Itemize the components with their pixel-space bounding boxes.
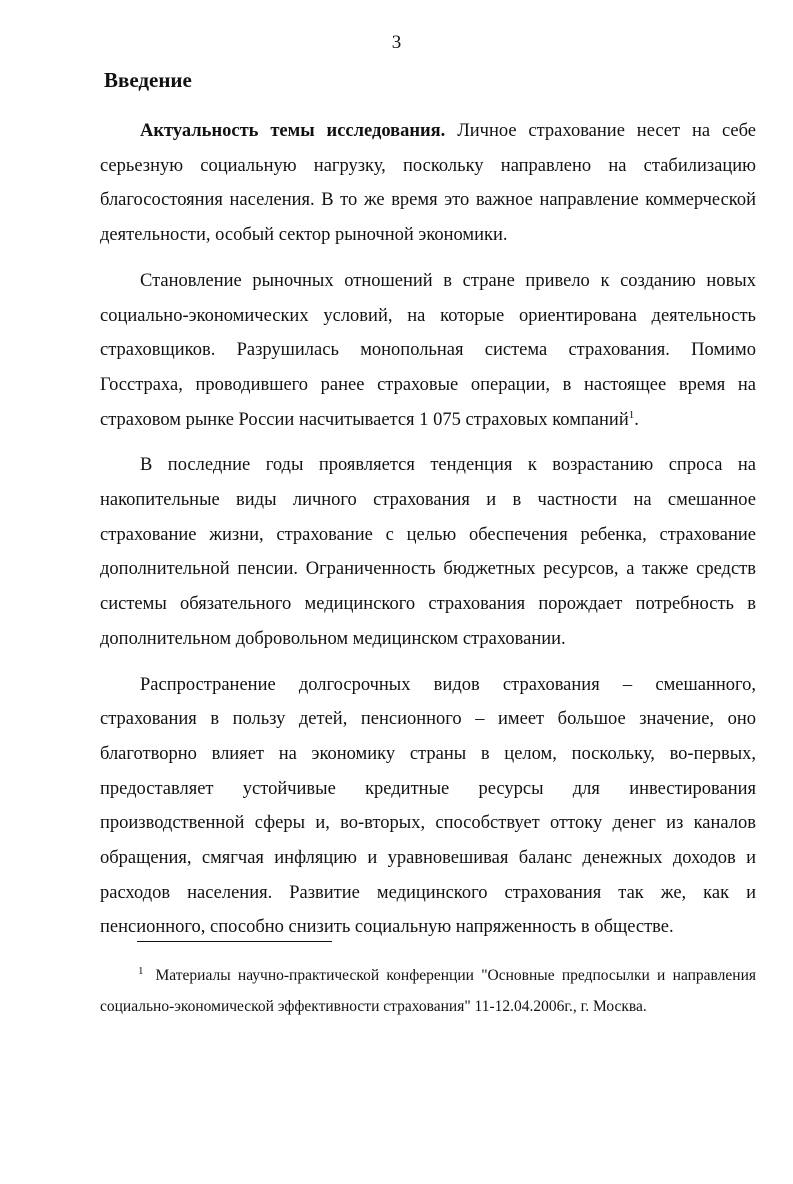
section-heading: Введение (104, 68, 192, 92)
paragraph-market-formation (100, 264, 756, 438)
footnote-separator (137, 941, 332, 942)
paragraph-relevance (100, 114, 756, 253)
footnote-mark: 1 (138, 965, 144, 977)
footnote-text: Материалы научно-практической конференции "Основные предпосылки и направления социально-экономической эффективности страхования" 11-12.04.2006г., г. Москва. (100, 967, 756, 1015)
paragraph-lead: Актуальность темы исследования. (140, 121, 446, 141)
footnote (100, 960, 756, 1022)
paragraph-text: Распространение долгосрочных видов страхования – смешанного, страхования в пользу детей, пенсионного – имеет большое значение, оно благотворно влияет на экономику страны в целом, поскольку, во-первых, предоставляет устойчивые кредитные ресурсы для инвестирования производственной сферы и, во-вторых, способствует оттоку денег из каналов обращения, смягчая инфляцию и уравновешивая баланс денежных доходов и расходов населения. Развитие медицинского страхования так же, как и пенсионного, способно снизить социальную напряженность в обществе. (100, 674, 756, 938)
page-number: 3 (391, 32, 402, 53)
paragraph-text: Становление рыночных отношений в стране привело к созданию новых социально-экономических условий, на которые ориентирована деятельность страховщиков. Разрушилась монопольная система страхования. Помимо Госстраха, проводившего ранее страховые операции, в настоящее время на страховом рынке России насчитывается 1 075 страховых компаний (100, 270, 756, 430)
paragraph-long-term-insurance (100, 668, 756, 946)
paragraph-text: В последние годы проявляется тенденция к возрастанию спроса на накопительные виды личного страхования и в частности на смешанное страхование жизни, страхование с целью обеспечения ребенка, страхование дополнительной пенсии. Ограниченность бюджетных ресурсов, а также средств системы обязательного медицинского страхования порождает потребность в дополнительном добровольном медицинском страховании. (100, 455, 756, 649)
body-text (100, 114, 756, 956)
paragraph-demand-trend (100, 448, 756, 656)
paragraph-text-end: . (634, 409, 639, 430)
paragraph-text: Личное страхование несет на себе серьезную социальную нагрузку, поскольку направлено на стабилизацию благосостояния населения. В то же время это важное направление коммерческой деятельности, особый сектор рыночной экономики. (100, 121, 756, 246)
footnote-reference[interactable]: 1 (628, 408, 635, 421)
